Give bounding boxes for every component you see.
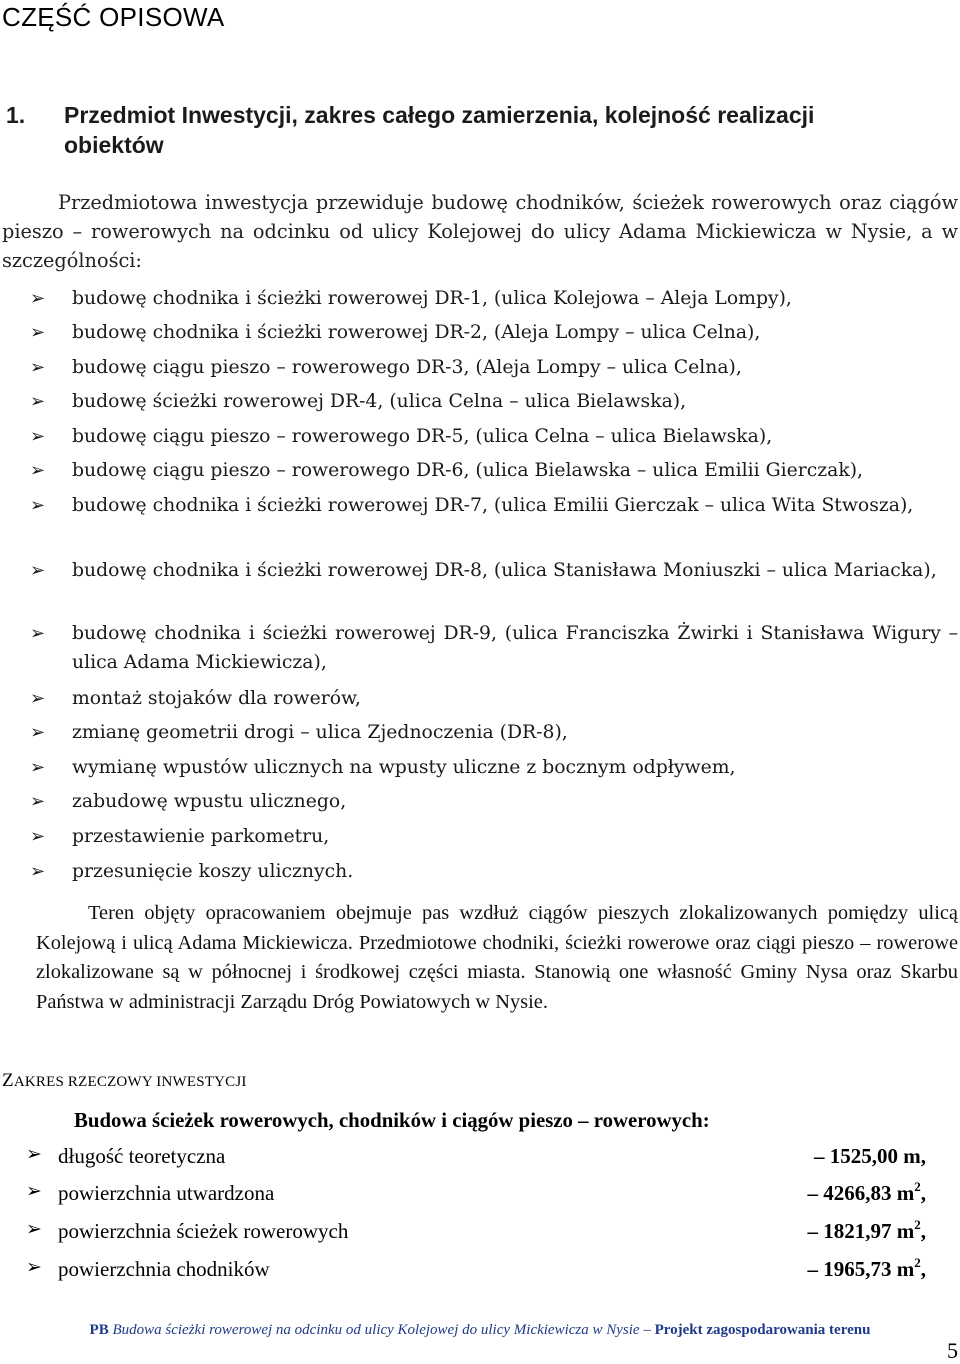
metric-row bbox=[22, 1215, 932, 1249]
arrowhead-bullet-icon: ➢ bbox=[30, 757, 46, 778]
arrowhead-bullet-icon: ➢ bbox=[30, 826, 46, 847]
metric-label: powierzchnia chodników bbox=[58, 1257, 270, 1281]
intro-paragraph bbox=[2, 188, 958, 275]
list-item-text: budowę chodnika i ścieżki rowerowej DR-8, (ulica Stanisława Moniuszki – ulica Mariacka), bbox=[72, 560, 937, 581]
document-title: CZĘŚĆ OPISOWA bbox=[2, 2, 225, 32]
list-item-text: wymianę wpustów ulicznych na wpusty uliczne z bocznym odpływem, bbox=[72, 757, 736, 778]
metric-row bbox=[22, 1177, 932, 1211]
list-item bbox=[30, 556, 958, 585]
arrowhead-bullet-icon: ➢ bbox=[30, 357, 46, 378]
list-item-text: zmianę geometrii drogi – ulica Zjednoczenia (DR-8), bbox=[72, 722, 568, 743]
arrowhead-bullet-icon: ➢ bbox=[30, 560, 46, 581]
list-item bbox=[30, 353, 958, 382]
list-item bbox=[30, 422, 958, 451]
metric-label: powierzchnia ścieżek rowerowych bbox=[58, 1219, 349, 1243]
arrowhead-bullet-icon: ➢ bbox=[30, 722, 46, 743]
arrowhead-bullet-icon: ➢ bbox=[30, 391, 46, 412]
scope-subheading bbox=[2, 1070, 247, 1092]
list-item-text: budowę ciągu pieszo – rowerowego DR-6, (ulica Bielawska – ulica Emilii Gierczak), bbox=[72, 460, 863, 481]
list-item bbox=[30, 822, 958, 851]
scope-subheading-rest: AKRES RZECZOWY INWESTYCJI bbox=[13, 1074, 247, 1090]
list-item-text: budowę chodnika i ścieżki rowerowej DR-7, (ulica Emilii Gierczak – ulica Wita Stwosza), bbox=[72, 495, 914, 516]
metric-value-tail: , bbox=[920, 1257, 926, 1281]
intro-text: Przedmiotowa inwestycja przewiduje budowę chodników, ścieżek rowerowych oraz ciągów pieszo – rowerowych na odcinku od ulicy Kolejowej do ulicy Adama Mickiewicza w Nysie, a w szczególności: bbox=[2, 191, 958, 272]
arrowhead-bullet-icon: ➢ bbox=[30, 791, 46, 812]
metric-label: długość teoretyczna bbox=[58, 1144, 226, 1168]
metric-row bbox=[22, 1253, 932, 1287]
footer-project-name: Budowa ścieżki rowerowej na odcinku od ulicy Kolejowej do ulicy Mickiewicza w Nysie bbox=[112, 1322, 640, 1338]
arrowhead-bullet-icon: ➢ bbox=[30, 322, 46, 343]
list-item bbox=[30, 684, 958, 713]
area-text: Teren objęty opracowaniem obejmuje pas wzdłuż ciągów pieszych zlokalizowanych pomiędzy ulicą Kolejową i ulicą Adama Mickiewicza. Przedmiotowe chodniki, ścieżki rowerowe oraz ciągi pieszo – rowerowe zlokalizowane są w północnej i środkowej części miasta. Stanowią one własność Gminy Nysa oraz Skarbu Państwa w administracji Zarządu Dróg Powiatowych w Nysie. bbox=[36, 902, 958, 1013]
metric-unit-exponent: 2 bbox=[914, 1217, 921, 1232]
list-item bbox=[30, 753, 958, 782]
list-item-text: przestawienie parkometru, bbox=[72, 826, 330, 847]
metric-value-number: – 1821,97 m bbox=[807, 1219, 915, 1243]
metric-unit-exponent: 2 bbox=[914, 1255, 921, 1270]
metric-value bbox=[808, 1181, 927, 1206]
list-item-text: budowę chodnika i ścieżki rowerowej DR-2, (Aleja Lompy – ulica Celna), bbox=[72, 322, 761, 343]
list-item bbox=[30, 718, 958, 747]
list-item bbox=[30, 284, 958, 313]
metric-value-number: – 1965,73 m bbox=[807, 1257, 915, 1281]
list-item-text: montaż stojaków dla rowerów, bbox=[72, 688, 361, 709]
metric-value-tail: , bbox=[920, 1219, 926, 1243]
list-item bbox=[30, 619, 958, 677]
arrowhead-bullet-icon: ➢ bbox=[30, 861, 46, 882]
arrowhead-bullet-icon: ➢ bbox=[26, 1180, 42, 1202]
arrowhead-bullet-icon: ➢ bbox=[26, 1218, 42, 1240]
list-item bbox=[30, 857, 958, 886]
section-heading-line1: Przedmiot Inwestycji, zakres całego zamierzenia, kolejność realizacji bbox=[64, 102, 815, 128]
list-item-text: budowę chodnika i ścieżki rowerowej DR-9, (ulica Franciszka Żwirki i Stanisława Wigury – ulica Adama Mickiewicza), bbox=[72, 623, 958, 673]
list-item bbox=[30, 318, 958, 347]
arrowhead-bullet-icon: ➢ bbox=[30, 688, 46, 709]
list-item-text: budowę chodnika i ścieżki rowerowej DR-1, (ulica Kolejowa – Aleja Lompy), bbox=[72, 288, 792, 309]
page-number: 5 bbox=[947, 1338, 958, 1363]
footer-separator: – bbox=[643, 1322, 651, 1338]
metric-value bbox=[814, 1144, 926, 1169]
metric-value-number: – 4266,83 m bbox=[807, 1181, 915, 1205]
list-item bbox=[30, 387, 958, 416]
footer-prefix: PB bbox=[89, 1322, 109, 1338]
list-item-text: budowę ciągu pieszo – rowerowego DR-3, (Aleja Lompy – ulica Celna), bbox=[72, 357, 742, 378]
section-number: 1. bbox=[6, 102, 26, 128]
summary-heading: Budowa ścieżek rowerowych, chodników i ciągów pieszo – rowerowych: bbox=[74, 1109, 710, 1132]
metric-value-number: – 1525,00 m, bbox=[814, 1144, 926, 1168]
arrowhead-bullet-icon: ➢ bbox=[26, 1143, 42, 1165]
footer-section-name: Projekt zagospodarowania terenu bbox=[654, 1322, 871, 1338]
metric-value bbox=[808, 1219, 927, 1244]
metric-label: powierzchnia utwardzona bbox=[58, 1181, 275, 1205]
list-item-text: przesunięcie koszy ulicznych. bbox=[72, 861, 354, 882]
scope-subheading-initial: Z bbox=[2, 1070, 14, 1091]
section-heading-line2: obiektów bbox=[64, 132, 164, 158]
list-item-text: budowę ścieżki rowerowej DR-4, (ulica Celna – ulica Bielawska), bbox=[72, 391, 687, 412]
list-item bbox=[30, 456, 958, 485]
metric-row bbox=[22, 1140, 932, 1174]
metric-unit-exponent: 2 bbox=[914, 1179, 921, 1194]
arrowhead-bullet-icon: ➢ bbox=[30, 426, 46, 447]
page-footer bbox=[0, 1322, 960, 1339]
list-item bbox=[30, 491, 958, 520]
list-item bbox=[30, 787, 958, 816]
section-heading bbox=[6, 100, 956, 160]
metric-value bbox=[808, 1257, 927, 1282]
list-item-text: budowę ciągu pieszo – rowerowego DR-5, (ulica Celna – ulica Bielawska), bbox=[72, 426, 773, 447]
arrowhead-bullet-icon: ➢ bbox=[30, 495, 46, 516]
list-item-text: zabudowę wpustu ulicznego, bbox=[72, 791, 347, 812]
area-paragraph bbox=[36, 899, 958, 1017]
arrowhead-bullet-icon: ➢ bbox=[30, 460, 46, 481]
arrowhead-bullet-icon: ➢ bbox=[26, 1256, 42, 1278]
arrowhead-bullet-icon: ➢ bbox=[30, 288, 46, 309]
arrowhead-bullet-icon: ➢ bbox=[30, 623, 46, 644]
metric-value-tail: , bbox=[920, 1181, 926, 1205]
